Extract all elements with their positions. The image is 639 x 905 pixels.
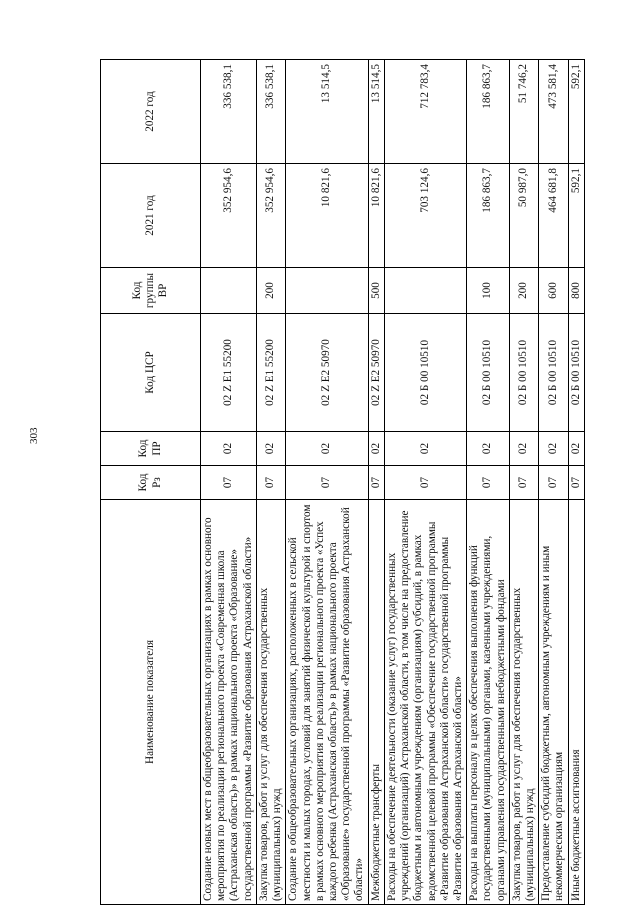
row-pr: 02 [568,432,584,466]
row-2022: 13 514,5 [368,60,384,164]
row-rz: 07 [384,466,466,500]
row-2021: 10 821,6 [368,164,384,268]
header-2022: 2022 год [101,60,201,164]
row-2022: 186 863,7 [467,60,510,164]
row-2021: 10 821,6 [286,164,368,268]
row-vr [201,268,257,314]
row-name: Закупка товаров, работ и услуг для обеспечения государственных (муниципальных) нужд [509,500,538,905]
header-pr: Код ПР [101,432,201,466]
row-rz: 07 [256,466,285,500]
row-csr: 02 Б 00 10510 [539,314,568,432]
row-pr: 02 [256,432,285,466]
row-pr: 02 [467,432,510,466]
page-number: 303 [28,427,40,444]
row-2022: 592,1 [568,60,584,164]
row-pr: 02 [286,432,368,466]
row-vr: 200 [256,268,285,314]
budget-table [100,59,585,905]
budget-table-container [100,60,582,905]
table-row [539,60,568,905]
row-vr [286,268,368,314]
row-2021: 352 954,6 [201,164,257,268]
row-2021: 464 681,8 [539,164,568,268]
row-name: Создание новых мест в общеобразовательных организациях в рамках основного мероприятия по реализации регионального проекта «Современная школа (Астраханская область)» в рамках национального проекта «Образование» государственной программы «Развитие образования Астраханской области» [201,500,257,905]
header-name: Наименование показателя [101,500,201,905]
row-rz: 07 [286,466,368,500]
row-pr: 02 [368,432,384,466]
row-csr: 02 Z E1 55200 [201,314,257,432]
row-csr: 02 Б 00 10510 [384,314,466,432]
row-name: Расходы на обеспечение деятельности (оказание услуг) государственных учреждений (организаций) Астраханской области, в том числе на предоставление бюджетным и автономным учреждениям (организациям) субсидий, в рамках ведомственной целевой программы «Обеспечение государственной программы «Развитие образования Астраханской области» государственной программы «Развитие образования Астраханской области» [384,500,466,905]
row-2022: 712 783,4 [384,60,466,164]
row-vr: 200 [509,268,538,314]
row-rz: 07 [509,466,538,500]
row-name: Закупка товаров, работ и услуг для обеспечения государственных (муниципальных) нужд [256,500,285,905]
header-csr: Код ЦСР [101,314,201,432]
row-name: Создание в общеобразовательных организациях, расположенных в сельской местности и малых городах, условий для занятий физической культурой и спортом в рамках основного мероприятия по реализации регионального проекта «Успех каждого ребенка (Астраханская область)» в рамках национального проекта «Образование» государственной программы «Развитие образования Астраханской области» [286,500,368,905]
row-rz: 07 [539,466,568,500]
row-vr: 600 [539,268,568,314]
row-csr: 02 Б 00 10510 [568,314,584,432]
table-row [568,60,584,905]
table-row [368,60,384,905]
row-rz: 07 [368,466,384,500]
row-csr: 02 Z E1 55200 [256,314,285,432]
row-2022: 51 746,2 [509,60,538,164]
row-name: Иные бюджетные ассигнования [568,500,584,905]
row-csr: 02 Z E2 50970 [368,314,384,432]
row-2022: 473 581,4 [539,60,568,164]
row-csr: 02 Z E2 50970 [286,314,368,432]
row-2022: 336 538,1 [201,60,257,164]
table-row [384,60,466,905]
row-pr: 02 [539,432,568,466]
row-vr [384,268,466,314]
row-pr: 02 [509,432,538,466]
row-pr: 02 [384,432,466,466]
row-2021: 352 954,6 [256,164,285,268]
table-header-row [101,60,201,905]
row-name: Межбюджетные трансферты [368,500,384,905]
row-vr: 800 [568,268,584,314]
row-pr: 02 [201,432,257,466]
row-rz: 07 [467,466,510,500]
row-vr: 100 [467,268,510,314]
row-2022: 336 538,1 [256,60,285,164]
row-2021: 186 863,7 [467,164,510,268]
row-2021: 703 124,6 [384,164,466,268]
row-name: Расходы на выплаты персоналу в целях обеспечения выполнения функций государственными (муниципальными) органами, казенными учреждениями, органами управления государственными внебюджетными фондами [467,500,510,905]
table-row [286,60,368,905]
row-2022: 13 514,5 [286,60,368,164]
header-2021: 2021 год [101,164,201,268]
row-2021: 50 987,0 [509,164,538,268]
table-row [256,60,285,905]
row-csr: 02 Б 00 10510 [509,314,538,432]
table-row [467,60,510,905]
row-csr: 02 Б 00 10510 [467,314,510,432]
row-vr: 500 [368,268,384,314]
row-rz: 07 [568,466,584,500]
table-row [201,60,257,905]
header-vr: Код группы ВР [101,268,201,314]
row-name: Предоставление субсидий бюджетным, автономным учреждениям и иным некоммерческим организациям [539,500,568,905]
table-row [509,60,538,905]
row-rz: 07 [201,466,257,500]
row-2021: 592,1 [568,164,584,268]
header-rz: Код Рз [101,466,201,500]
